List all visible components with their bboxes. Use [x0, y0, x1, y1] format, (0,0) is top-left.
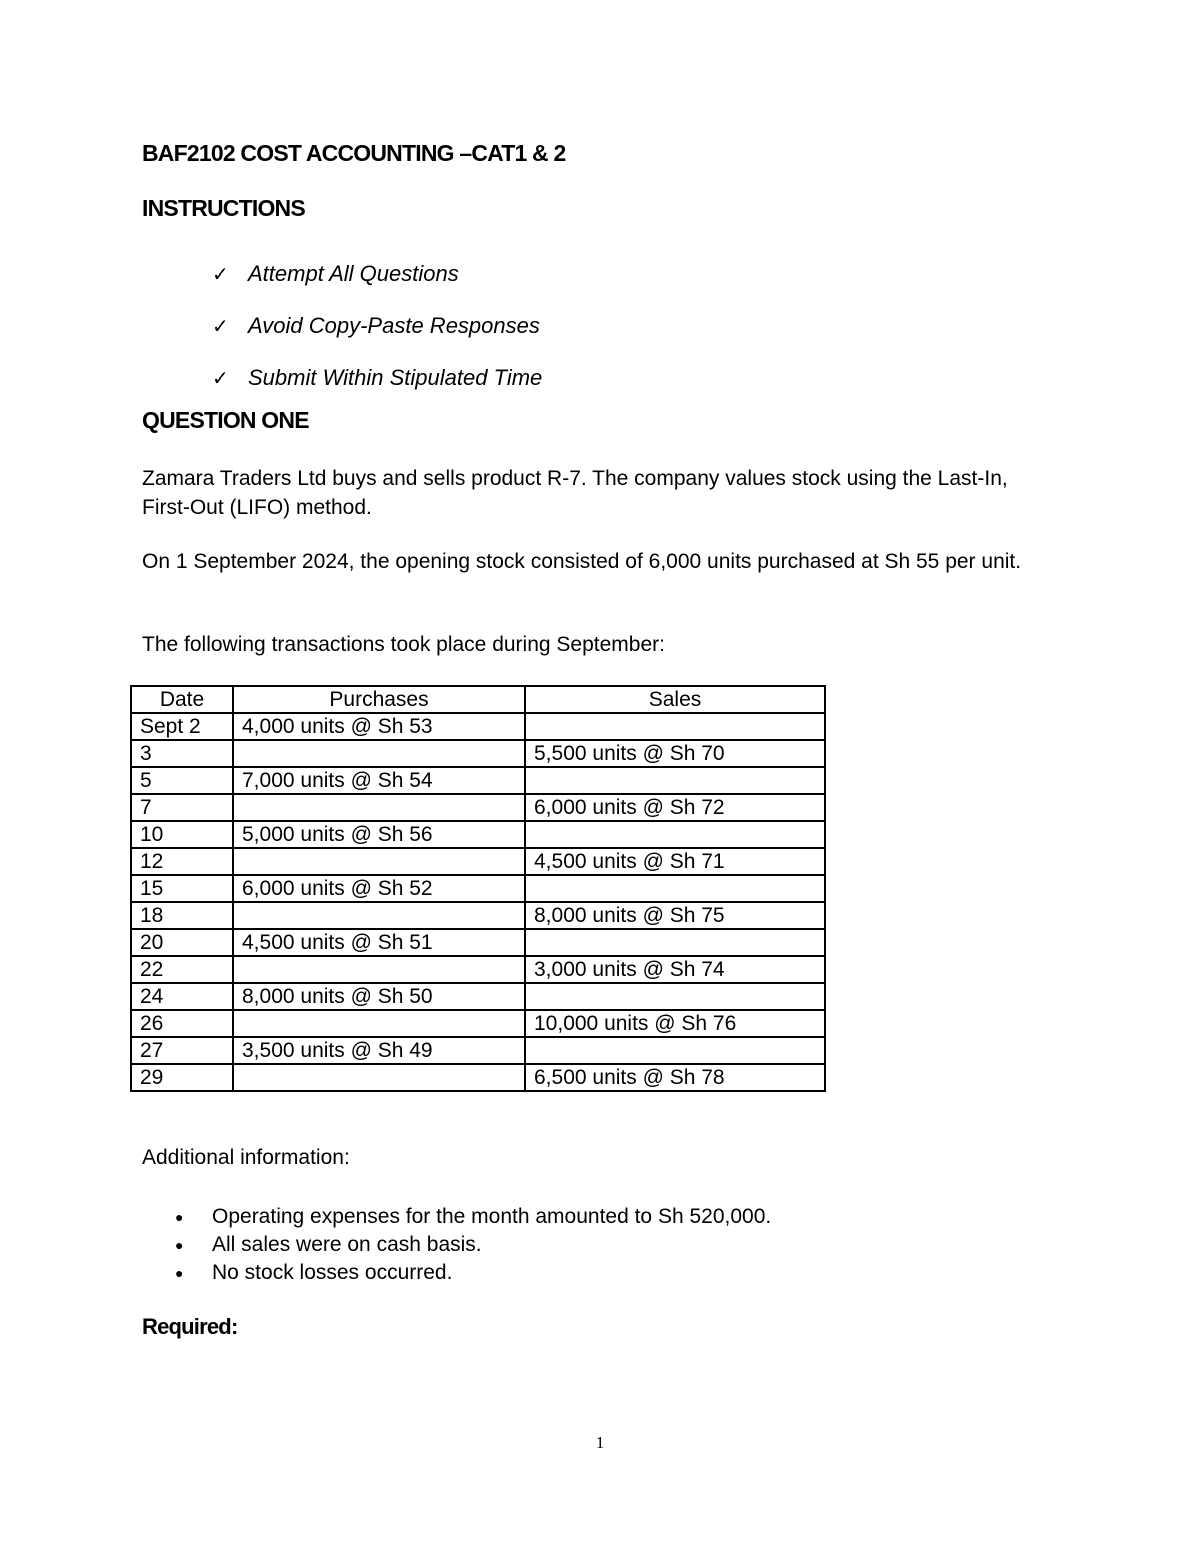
cell-purchases — [233, 794, 525, 821]
cell-date: 22 — [131, 956, 233, 983]
table-row — [131, 794, 825, 821]
table-row — [131, 929, 825, 956]
table-row — [131, 1064, 825, 1091]
header-date: Date — [131, 686, 233, 713]
checkmark-icon: ✓ — [212, 315, 229, 338]
cell-sales — [525, 983, 825, 1010]
header-sales: Sales — [525, 686, 825, 713]
cell-sales — [525, 713, 825, 740]
cell-sales: 6,000 units @ Sh 72 — [525, 794, 825, 821]
cell-purchases: 6,000 units @ Sh 52 — [233, 875, 525, 902]
document-title: BAF2102 COST ACCOUNTING –CAT1 & 2 — [142, 140, 566, 166]
table-row — [131, 875, 825, 902]
cell-purchases — [233, 1010, 525, 1037]
cell-date: 29 — [131, 1064, 233, 1091]
cell-date: 15 — [131, 875, 233, 902]
cell-purchases: 7,000 units @ Sh 54 — [233, 767, 525, 794]
cell-sales: 5,500 units @ Sh 70 — [525, 740, 825, 767]
table-row — [131, 956, 825, 983]
cell-date: 12 — [131, 848, 233, 875]
cell-sales: 3,000 units @ Sh 74 — [525, 956, 825, 983]
cell-sales — [525, 821, 825, 848]
table-row — [131, 983, 825, 1010]
instruction-text: Submit Within Stipulated Time — [248, 365, 543, 390]
cell-date: 26 — [131, 1010, 233, 1037]
cell-purchases — [233, 956, 525, 983]
additional-item — [175, 1203, 771, 1231]
header-purchases: Purchases — [233, 686, 525, 713]
cell-sales — [525, 1037, 825, 1064]
cell-date: Sept 2 — [131, 713, 233, 740]
table-header-row — [131, 686, 825, 713]
page-number: 1 — [595, 1433, 605, 1452]
additional-item — [175, 1231, 771, 1259]
cell-date: 24 — [131, 983, 233, 1010]
table-row — [131, 848, 825, 875]
question-paragraph: Zamara Traders Ltd buys and sells product R-7. The company values stock using the Last-In, First-Out (LIFO) method. — [142, 467, 1008, 519]
cell-purchases: 3,500 units @ Sh 49 — [233, 1037, 525, 1064]
cell-sales — [525, 929, 825, 956]
additional-item — [175, 1259, 771, 1287]
required-heading: Required: — [142, 1314, 238, 1339]
cell-purchases: 4,000 units @ Sh 53 — [233, 713, 525, 740]
instructions-heading: INSTRUCTIONS — [142, 195, 305, 221]
cell-sales: 4,500 units @ Sh 71 — [525, 848, 825, 875]
additional-text: No stock losses occurred. — [212, 1261, 453, 1284]
cell-purchases — [233, 740, 525, 767]
instruction-item — [212, 352, 542, 404]
instruction-text: Avoid Copy-Paste Responses — [248, 313, 540, 338]
cell-sales — [525, 767, 825, 794]
table-row — [131, 1037, 825, 1064]
question-heading: QUESTION ONE — [142, 407, 309, 433]
instruction-item — [212, 248, 542, 300]
cell-date: 20 — [131, 929, 233, 956]
table-row — [131, 713, 825, 740]
instruction-item — [212, 300, 542, 352]
additional-list — [175, 1203, 771, 1287]
additional-text: Operating expenses for the month amounted to Sh 520,000. — [212, 1205, 772, 1228]
table-row — [131, 1010, 825, 1037]
bullet-icon: ● — [175, 1237, 184, 1253]
cell-purchases — [233, 848, 525, 875]
cell-date: 18 — [131, 902, 233, 929]
transactions-table — [130, 685, 826, 1092]
checkmark-icon: ✓ — [212, 263, 229, 286]
cell-purchases: 4,500 units @ Sh 51 — [233, 929, 525, 956]
cell-purchases — [233, 1064, 525, 1091]
cell-sales: 6,500 units @ Sh 78 — [525, 1064, 825, 1091]
checkmark-icon: ✓ — [212, 367, 229, 390]
question-paragraph: On 1 September 2024, the opening stock consisted of 6,000 units purchased at Sh 55 per unit. — [142, 550, 1022, 573]
instruction-text: Attempt All Questions — [248, 261, 459, 286]
cell-sales — [525, 875, 825, 902]
instructions-list — [212, 248, 542, 404]
cell-sales: 10,000 units @ Sh 76 — [525, 1010, 825, 1037]
table-row — [131, 767, 825, 794]
table-row — [131, 902, 825, 929]
bullet-icon: ● — [175, 1265, 184, 1281]
question-paragraph: The following transactions took place during September: — [142, 633, 665, 656]
cell-date: 3 — [131, 740, 233, 767]
cell-date: 7 — [131, 794, 233, 821]
cell-date: 5 — [131, 767, 233, 794]
cell-purchases: 8,000 units @ Sh 50 — [233, 983, 525, 1010]
table-row — [131, 740, 825, 767]
additional-text: All sales were on cash basis. — [212, 1233, 482, 1256]
table-body — [131, 713, 825, 1091]
cell-date: 10 — [131, 821, 233, 848]
cell-sales: 8,000 units @ Sh 75 — [525, 902, 825, 929]
bullet-icon: ● — [175, 1209, 184, 1225]
cell-date: 27 — [131, 1037, 233, 1064]
cell-purchases — [233, 902, 525, 929]
additional-heading: Additional information: — [142, 1146, 350, 1169]
table-row — [131, 821, 825, 848]
cell-purchases: 5,000 units @ Sh 56 — [233, 821, 525, 848]
